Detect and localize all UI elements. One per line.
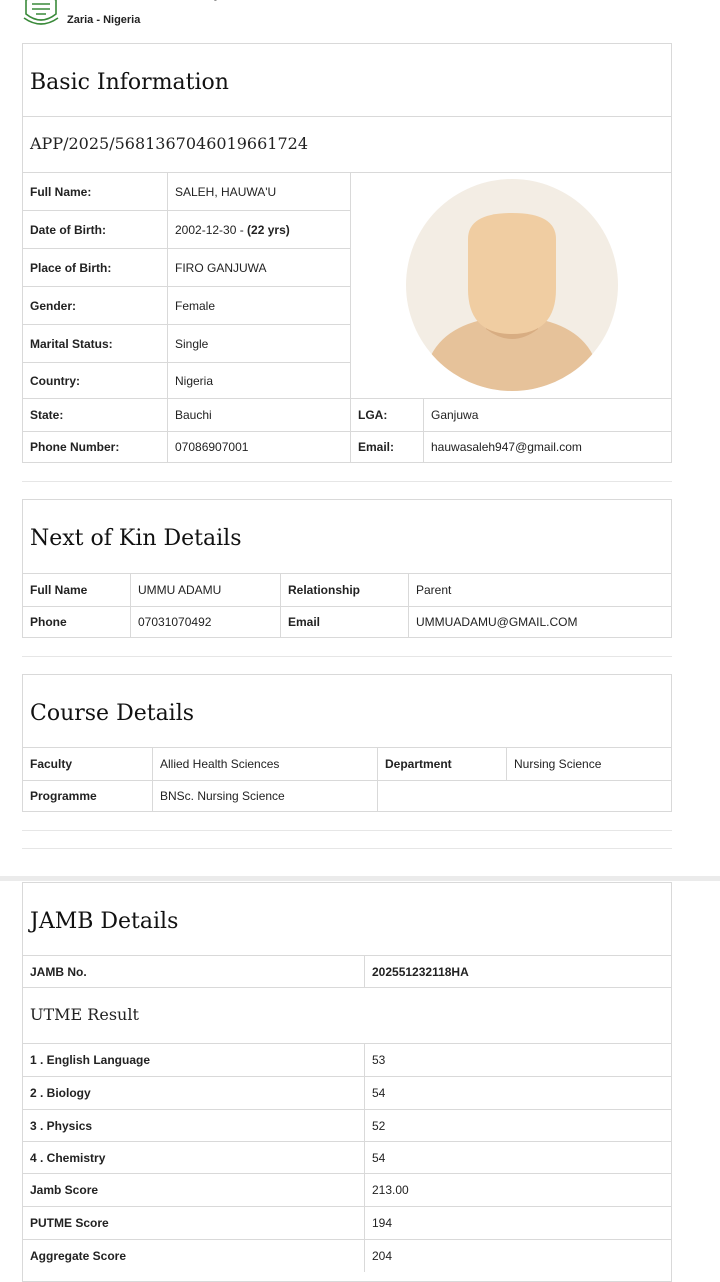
university-location: Zaria - Nigeria: [67, 14, 141, 26]
section-title: JAMB Details: [30, 909, 179, 934]
application-number-row: [23, 116, 671, 172]
age-value: (22 yrs): [247, 222, 290, 237]
field-value: 202551232118HA: [364, 956, 671, 987]
field-label: Phone: [30, 615, 67, 629]
page-header: [22, 0, 662, 30]
subject-label: 3 . Physics: [30, 1118, 93, 1133]
info-row-state-lga: [23, 398, 671, 431]
info-row-dob: [23, 210, 350, 248]
field-label: Email:: [350, 432, 423, 462]
course-row-2: [23, 780, 671, 811]
subject-row: [23, 1141, 671, 1173]
subject-score: 53: [364, 1044, 671, 1076]
section-title: Course Details: [30, 701, 195, 726]
field-label: Date of Birth:: [30, 222, 106, 237]
jamb-score-row: [23, 1173, 671, 1206]
info-row-gender: [23, 286, 350, 324]
university-logo-icon: [22, 0, 60, 26]
field-label: Department: [377, 748, 506, 780]
aggregate-score-row: [23, 1239, 671, 1272]
field-label: Aggregate Score: [30, 1249, 127, 1263]
photo-cell: [350, 172, 671, 398]
page-break-band: [0, 876, 720, 881]
field-label: Full Name: [30, 583, 88, 597]
subject-row: [23, 1043, 671, 1076]
basic-information-section: [22, 43, 672, 463]
divider: [22, 848, 672, 849]
divider: [22, 830, 672, 831]
field-value: 204: [364, 1240, 671, 1272]
info-row-marital: [23, 324, 350, 362]
field-value: Allied Health Sciences: [152, 748, 377, 780]
course-row-1: [23, 747, 671, 780]
dob-value: 2002-12-30 -: [175, 222, 248, 237]
field-label: Faculty: [30, 757, 73, 771]
field-value: Bauchi: [167, 399, 350, 431]
field-label: Jamb Score: [30, 1183, 99, 1197]
next-of-kin-section: [22, 499, 672, 638]
field-label: Marital Status:: [30, 336, 113, 351]
field-value: 213.00: [364, 1174, 671, 1206]
university-name: [67, 0, 221, 1]
subject-row: [23, 1076, 671, 1109]
section-title: Basic Information: [30, 70, 229, 95]
field-label: Phone Number:: [30, 440, 120, 454]
subject-label: 4 . Chemistry: [30, 1150, 106, 1165]
divider: [22, 481, 672, 482]
putme-score-row: [23, 1206, 671, 1239]
info-row-full-name: [23, 172, 350, 210]
field-value: Single: [167, 325, 350, 362]
subject-label: 2 . Biology: [30, 1086, 91, 1100]
field-value: 194: [364, 1207, 671, 1239]
field-label: JAMB No.: [30, 964, 87, 979]
subject-score: 52: [364, 1110, 671, 1141]
field-value: Parent: [408, 574, 671, 606]
field-label: Email: [280, 607, 408, 637]
field-label: Programme: [30, 789, 97, 803]
field-label: State:: [30, 408, 64, 422]
field-value: Nursing Science: [506, 748, 671, 780]
field-value: FIRO GANJUWA: [167, 249, 350, 286]
course-details-section: [22, 674, 672, 812]
field-value: SALEH, HAUWA'U: [167, 173, 350, 210]
utme-title-row: [23, 987, 671, 1043]
subject-score: 54: [364, 1142, 671, 1173]
field-label: Gender:: [30, 298, 77, 313]
field-label: Country:: [30, 373, 80, 388]
empty-cell: [377, 781, 671, 811]
field-label: Full Name:: [30, 184, 92, 199]
section-title: Next of Kin Details: [30, 526, 242, 551]
utme-result-title: UTME Result: [30, 1005, 139, 1024]
application-number: APP/2025/5681367046019661724: [30, 134, 308, 153]
field-value: UMMU ADAMU: [130, 574, 280, 606]
field-label: Place of Birth:: [30, 260, 112, 275]
field-label: Relationship: [280, 574, 408, 606]
field-value: hauwasaleh947@gmail.com: [423, 432, 671, 462]
info-row-country: [23, 362, 350, 398]
field-value: UMMUADAMU@GMAIL.COM: [408, 607, 671, 637]
kin-row-1: [23, 573, 671, 606]
field-value: BNSc. Nursing Science: [152, 781, 377, 811]
subject-row: [23, 1109, 671, 1141]
jamb-details-section: [22, 882, 672, 1282]
field-value: Ganjuwa: [423, 399, 671, 431]
field-label: LGA:: [350, 399, 423, 431]
subject-score: 54: [364, 1077, 671, 1109]
avatar-placeholder-icon: [406, 179, 618, 391]
field-value: 07031070492: [130, 607, 280, 637]
field-value: Female: [167, 287, 350, 324]
subject-label: 1 . English Language: [30, 1053, 151, 1067]
field-label: PUTME Score: [30, 1216, 109, 1230]
divider: [22, 656, 672, 657]
kin-row-2: [23, 606, 671, 637]
field-value: [167, 211, 350, 248]
field-value: 07086907001: [167, 432, 350, 462]
field-value: Nigeria: [167, 363, 350, 398]
info-row-pob: [23, 248, 350, 286]
jamb-number-row: [23, 955, 671, 987]
info-row-phone-email: [23, 431, 671, 462]
